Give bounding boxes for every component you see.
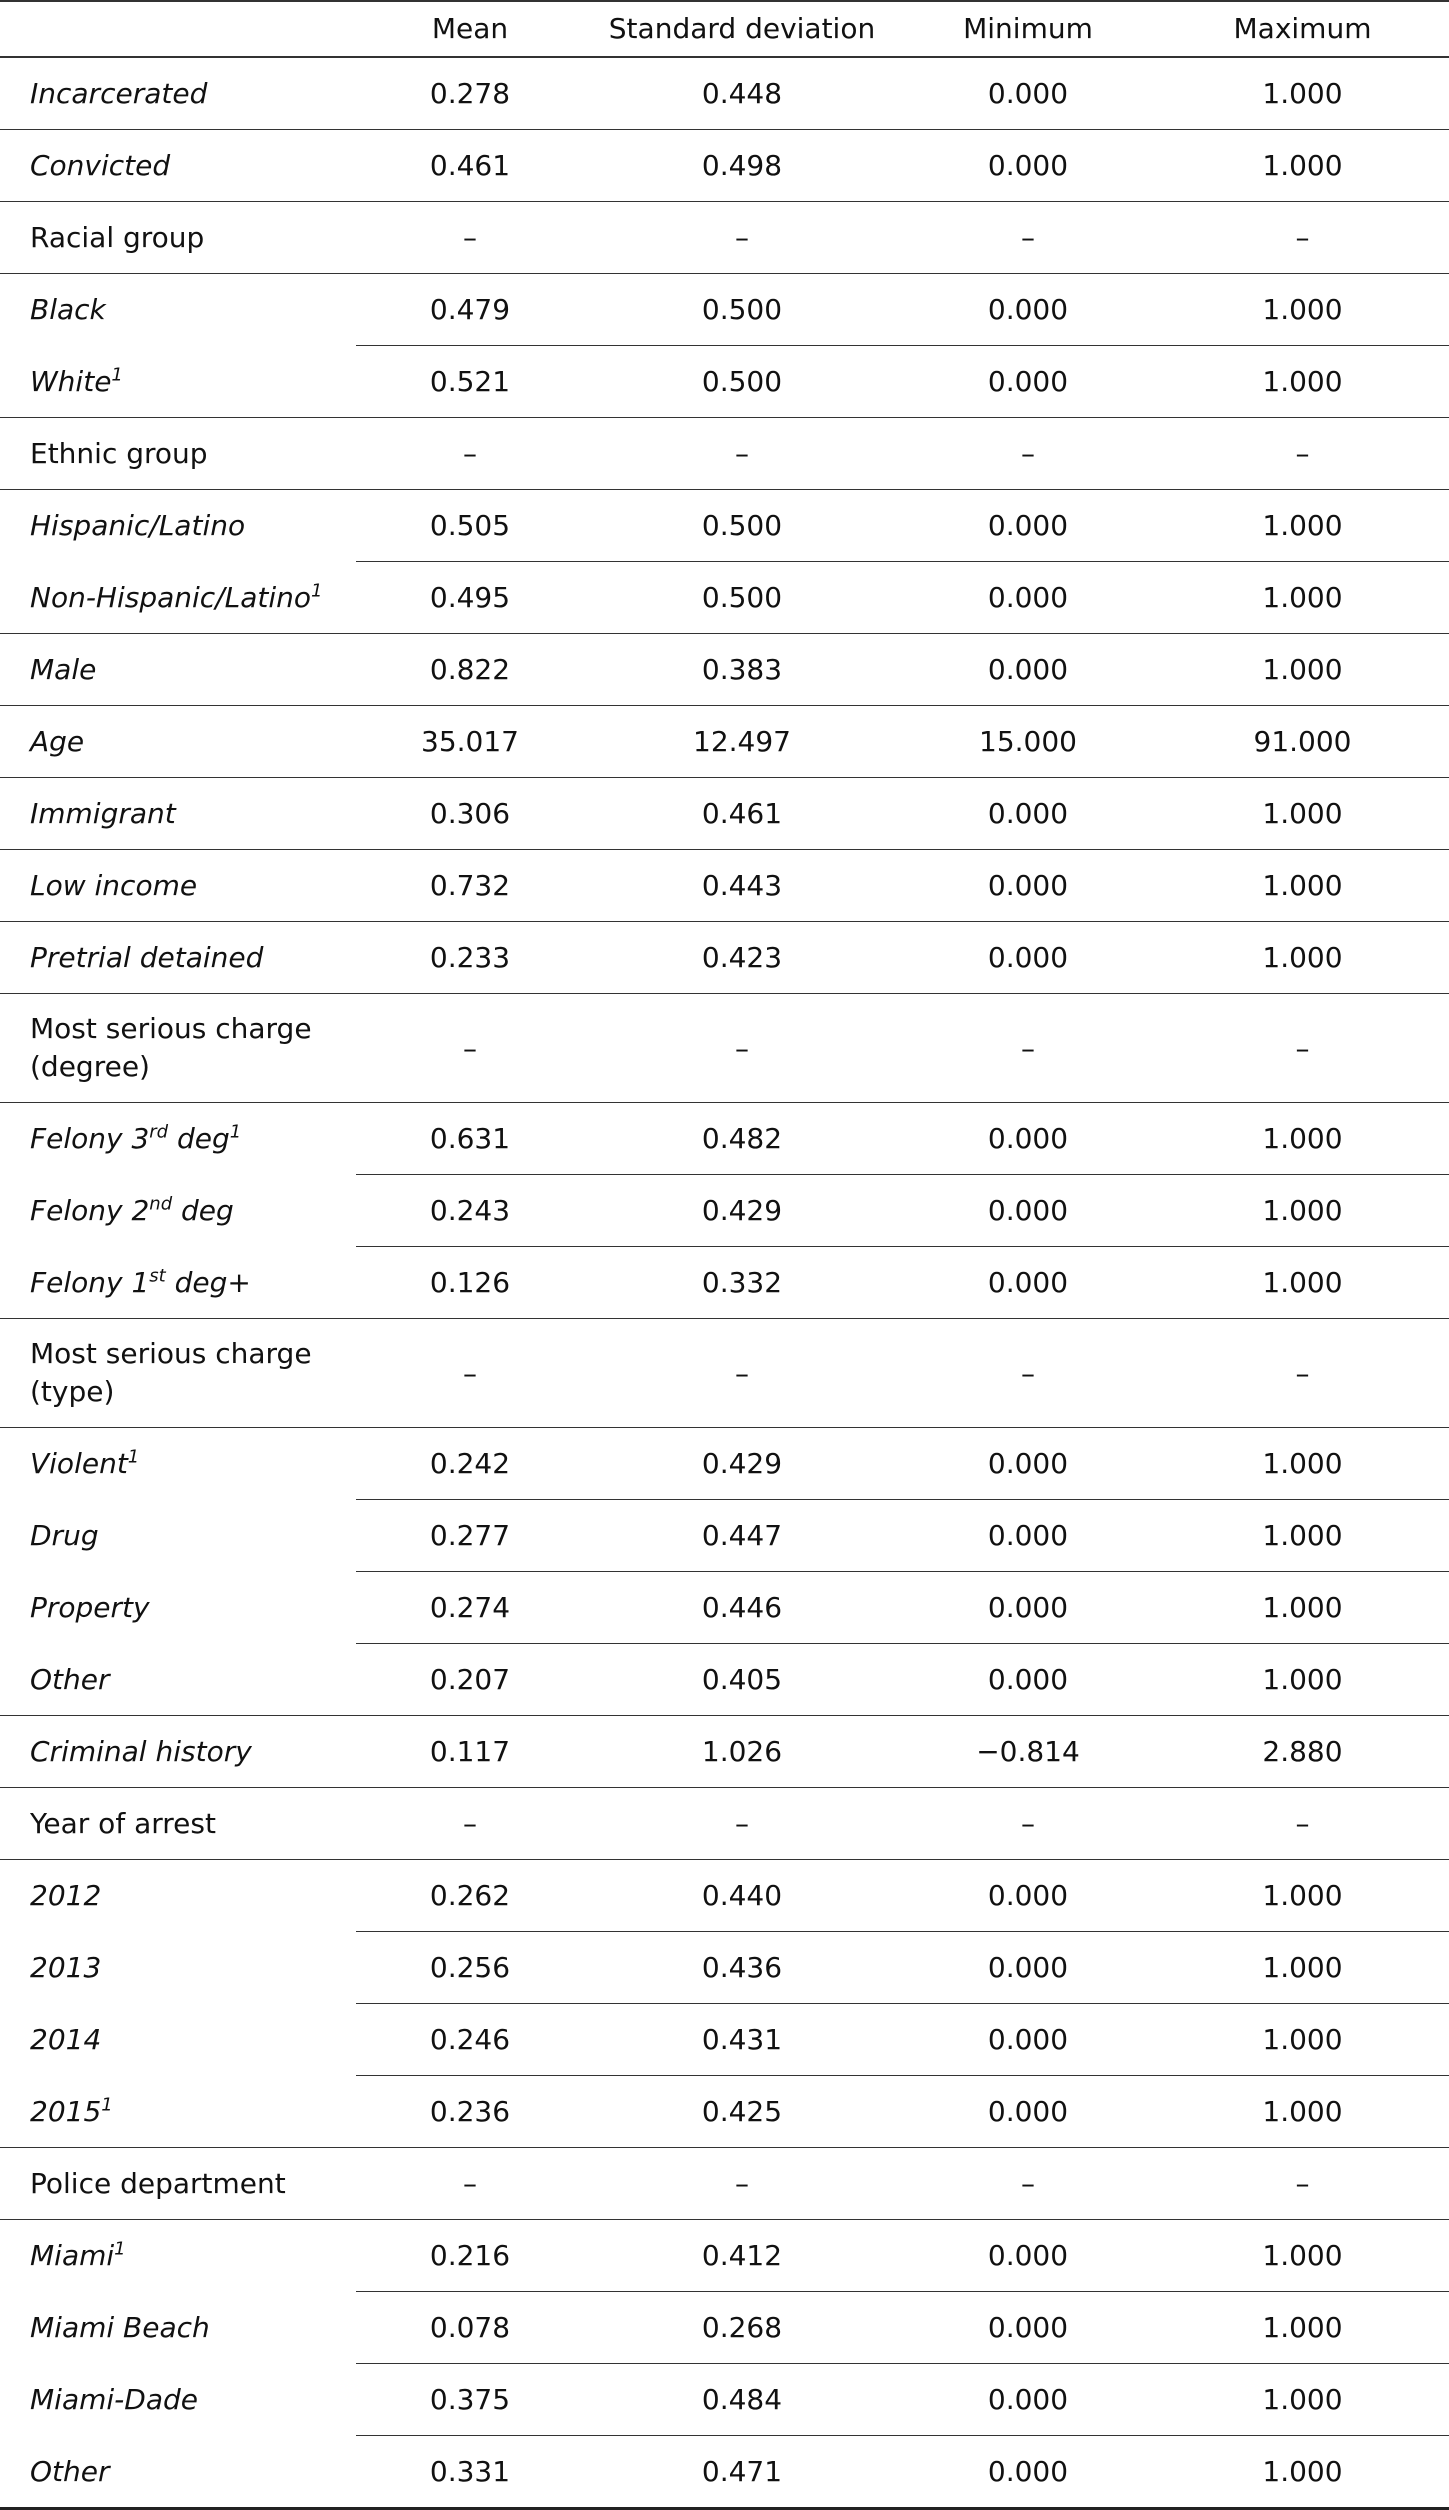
mean-cell: 0.233	[356, 922, 584, 994]
row-label	[0, 1860, 356, 1932]
table-row	[0, 778, 1449, 850]
minimum-cell: 0.000	[900, 562, 1156, 634]
maximum-cell: 1.000	[1156, 1428, 1449, 1500]
minimum-cell: 0.000	[900, 1428, 1156, 1500]
standard-deviation-cell: –	[584, 1788, 900, 1860]
table-row	[0, 1247, 1449, 1319]
standard-deviation-cell: 0.500	[584, 562, 900, 634]
reference-category-marker: 1	[311, 580, 323, 602]
mean-cell: 35.017	[356, 706, 584, 778]
row-label-text: Drug	[30, 1519, 99, 1552]
standard-deviation-cell: 0.436	[584, 1932, 900, 2004]
minimum-cell: 0.000	[900, 2364, 1156, 2436]
minimum-cell: 0.000	[900, 922, 1156, 994]
row-label	[0, 1103, 356, 1175]
table-row	[0, 1572, 1449, 1644]
row-label	[0, 2364, 356, 2436]
minimum-cell: 0.000	[900, 850, 1156, 922]
row-label-text: Ethnic group	[30, 437, 208, 470]
row-label	[0, 1500, 356, 1572]
standard-deviation-cell: 0.447	[584, 1500, 900, 1572]
ordinal-suffix: nd	[149, 1193, 173, 1215]
row-label	[0, 850, 356, 922]
ordinal-suffix: rd	[149, 1121, 169, 1143]
row-label	[0, 2220, 356, 2292]
maximum-cell: 1.000	[1156, 2436, 1449, 2509]
row-label-text: Year of arrest	[30, 1807, 216, 1840]
mean-cell: 0.243	[356, 1175, 584, 1247]
minimum-cell: 0.000	[900, 2004, 1156, 2076]
table-row	[0, 418, 1449, 490]
maximum-cell: –	[1156, 1319, 1449, 1428]
maximum-cell: –	[1156, 202, 1449, 274]
minimum-cell: 0.000	[900, 274, 1156, 346]
row-label	[0, 1175, 356, 1247]
row-label-text: Age	[30, 725, 85, 758]
minimum-cell: 0.000	[900, 1572, 1156, 1644]
mean-cell: 0.732	[356, 850, 584, 922]
row-label-text: Other	[30, 1663, 110, 1696]
table-row	[0, 1644, 1449, 1716]
standard-deviation-cell: –	[584, 2148, 900, 2220]
minimum-cell: 0.000	[900, 130, 1156, 202]
minimum-cell: 0.000	[900, 1247, 1156, 1319]
mean-cell: 0.521	[356, 346, 584, 418]
minimum-cell: –	[900, 1788, 1156, 1860]
row-label-text: Male	[30, 653, 97, 686]
maximum-cell: 1.000	[1156, 634, 1449, 706]
table-row	[0, 706, 1449, 778]
row-label-text: Felony 3	[30, 1122, 150, 1155]
row-label-text: Black	[30, 293, 106, 326]
mean-cell: 0.306	[356, 778, 584, 850]
maximum-cell: 1.000	[1156, 274, 1449, 346]
table-row	[0, 490, 1449, 562]
table-row	[0, 2220, 1449, 2292]
row-label-text: White	[30, 365, 112, 398]
minimum-cell: 0.000	[900, 57, 1156, 130]
maximum-cell: 1.000	[1156, 1932, 1449, 2004]
minimum-cell: 0.000	[900, 1500, 1156, 1572]
table-row	[0, 1716, 1449, 1788]
standard-deviation-cell: –	[584, 994, 900, 1103]
mean-cell: 0.262	[356, 1860, 584, 1932]
mean-cell: 0.505	[356, 490, 584, 562]
reference-category-marker: 1	[127, 1446, 140, 1468]
standard-deviation-cell: 0.429	[584, 1175, 900, 1247]
standard-deviation-cell: 0.429	[584, 1428, 900, 1500]
row-label-text: 2013	[30, 1951, 102, 1984]
table-row	[0, 202, 1449, 274]
maximum-cell: –	[1156, 418, 1449, 490]
standard-deviation-cell: 0.383	[584, 634, 900, 706]
row-label-text: Property	[30, 1591, 150, 1624]
table-row	[0, 1788, 1449, 1860]
standard-deviation-cell: 0.440	[584, 1860, 900, 1932]
minimum-cell: 0.000	[900, 778, 1156, 850]
maximum-cell: 1.000	[1156, 1175, 1449, 1247]
row-label-suffix: deg	[172, 1194, 234, 1227]
row-label	[0, 57, 356, 130]
row-label	[0, 1788, 356, 1860]
minimum-cell: –	[900, 2148, 1156, 2220]
table-row	[0, 274, 1449, 346]
row-label	[0, 1319, 356, 1428]
row-label	[0, 922, 356, 994]
row-label	[0, 418, 356, 490]
table-row	[0, 2148, 1449, 2220]
mean-cell: 0.274	[356, 1572, 584, 1644]
minimum-cell: –	[900, 1319, 1156, 1428]
mean-cell: –	[356, 418, 584, 490]
minimum-cell: 0.000	[900, 346, 1156, 418]
standard-deviation-cell: 1.026	[584, 1716, 900, 1788]
mean-cell: 0.117	[356, 1716, 584, 1788]
minimum-cell: −0.814	[900, 1716, 1156, 1788]
header-row	[0, 0, 1449, 57]
table-row	[0, 2292, 1449, 2364]
minimum-cell: 0.000	[900, 2292, 1156, 2364]
row-label-text: Racial group	[30, 221, 205, 254]
mean-cell: 0.461	[356, 130, 584, 202]
row-label	[0, 346, 356, 418]
mean-cell: 0.631	[356, 1103, 584, 1175]
standard-deviation-cell: 0.500	[584, 490, 900, 562]
standard-deviation-cell: 0.405	[584, 1644, 900, 1716]
table-row	[0, 2076, 1449, 2148]
mean-cell: 0.479	[356, 274, 584, 346]
row-label-text: Most serious charge (type)	[30, 1337, 312, 1408]
row-label-text: Miami	[30, 2239, 115, 2272]
mean-cell: 0.078	[356, 2292, 584, 2364]
standard-deviation-cell: 0.412	[584, 2220, 900, 2292]
row-label	[0, 1428, 356, 1500]
row-label-text: Incarcerated	[30, 77, 208, 110]
row-label-text: Other	[30, 2455, 110, 2488]
maximum-cell: 1.000	[1156, 562, 1449, 634]
standard-deviation-cell: 0.446	[584, 1572, 900, 1644]
mean-cell: 0.242	[356, 1428, 584, 1500]
standard-deviation-cell: 0.268	[584, 2292, 900, 2364]
ordinal-suffix: st	[149, 1265, 166, 1287]
row-label	[0, 778, 356, 850]
standard-deviation-cell: –	[584, 202, 900, 274]
mean-cell: 0.216	[356, 2220, 584, 2292]
mean-cell: 0.207	[356, 1644, 584, 1716]
mean-cell: 0.278	[356, 57, 584, 130]
header-maximum: Maximum	[1156, 0, 1449, 57]
maximum-cell: 1.000	[1156, 2076, 1449, 2148]
table-header	[0, 0, 1449, 57]
row-label-suffix: deg+	[165, 1266, 251, 1299]
mean-cell: 0.236	[356, 2076, 584, 2148]
maximum-cell: 1.000	[1156, 57, 1449, 130]
header-variable	[0, 0, 356, 57]
standard-deviation-cell: 0.443	[584, 850, 900, 922]
table-row	[0, 1103, 1449, 1175]
minimum-cell: 0.000	[900, 2436, 1156, 2509]
mean-cell: 0.331	[356, 2436, 584, 2509]
mean-cell: 0.495	[356, 562, 584, 634]
maximum-cell: 1.000	[1156, 850, 1449, 922]
row-label-text: 2012	[30, 1879, 102, 1912]
row-label	[0, 2148, 356, 2220]
row-label	[0, 202, 356, 274]
row-label-text: Most serious charge (degree)	[30, 1012, 312, 1083]
header-minimum: Minimum	[900, 0, 1156, 57]
table-row	[0, 1319, 1449, 1428]
standard-deviation-cell: –	[584, 418, 900, 490]
maximum-cell: 91.000	[1156, 706, 1449, 778]
table-row	[0, 346, 1449, 418]
maximum-cell: 1.000	[1156, 346, 1449, 418]
standard-deviation-cell: 0.484	[584, 2364, 900, 2436]
minimum-cell: 0.000	[900, 1103, 1156, 1175]
table-row	[0, 562, 1449, 634]
row-label-text: Non-Hispanic/Latino	[30, 581, 312, 614]
minimum-cell: 0.000	[900, 2076, 1156, 2148]
row-label-text: Pretrial detained	[30, 941, 264, 974]
maximum-cell: 1.000	[1156, 1500, 1449, 1572]
table-row	[0, 2004, 1449, 2076]
maximum-cell: 1.000	[1156, 2292, 1449, 2364]
row-label-text: Miami-Dade	[30, 2383, 198, 2416]
maximum-cell: 2.880	[1156, 1716, 1449, 1788]
row-label-suffix: deg	[168, 1122, 230, 1155]
row-label	[0, 706, 356, 778]
row-label	[0, 2292, 356, 2364]
row-label-text: Convicted	[30, 149, 171, 182]
row-label	[0, 1716, 356, 1788]
maximum-cell: 1.000	[1156, 1644, 1449, 1716]
row-label-text: Police department	[30, 2167, 286, 2200]
minimum-cell: –	[900, 418, 1156, 490]
reference-category-marker: 1	[114, 2238, 126, 2260]
table-row	[0, 850, 1449, 922]
row-label	[0, 274, 356, 346]
maximum-cell: 1.000	[1156, 490, 1449, 562]
mean-cell: 0.246	[356, 2004, 584, 2076]
minimum-cell: 15.000	[900, 706, 1156, 778]
maximum-cell: 1.000	[1156, 130, 1449, 202]
maximum-cell: 1.000	[1156, 1247, 1449, 1319]
row-label-text: Felony 2	[30, 1194, 150, 1227]
maximum-cell: 1.000	[1156, 1103, 1449, 1175]
mean-cell: 0.126	[356, 1247, 584, 1319]
standard-deviation-cell: 0.471	[584, 2436, 900, 2509]
table-row	[0, 1932, 1449, 2004]
maximum-cell: –	[1156, 1788, 1449, 1860]
row-label	[0, 130, 356, 202]
mean-cell: –	[356, 202, 584, 274]
maximum-cell: 1.000	[1156, 1860, 1449, 1932]
standard-deviation-cell: 0.332	[584, 1247, 900, 1319]
standard-deviation-cell: 0.461	[584, 778, 900, 850]
row-label-text: 2014	[30, 2023, 102, 2056]
standard-deviation-cell: 0.498	[584, 130, 900, 202]
standard-deviation-cell: 0.431	[584, 2004, 900, 2076]
standard-deviation-cell: 0.500	[584, 274, 900, 346]
mean-cell: 0.375	[356, 2364, 584, 2436]
row-label	[0, 1247, 356, 1319]
maximum-cell: 1.000	[1156, 2364, 1449, 2436]
mean-cell: 0.256	[356, 1932, 584, 2004]
maximum-cell: 1.000	[1156, 922, 1449, 994]
table-body	[0, 57, 1449, 2509]
minimum-cell: 0.000	[900, 2220, 1156, 2292]
row-label-text: Immigrant	[30, 797, 176, 830]
standard-deviation-cell: –	[584, 1319, 900, 1428]
minimum-cell: 0.000	[900, 1175, 1156, 1247]
maximum-cell: 1.000	[1156, 2220, 1449, 2292]
minimum-cell: –	[900, 994, 1156, 1103]
table-row	[0, 2364, 1449, 2436]
mean-cell: –	[356, 2148, 584, 2220]
reference-category-marker: 1	[111, 364, 123, 386]
maximum-cell: 1.000	[1156, 778, 1449, 850]
minimum-cell: 0.000	[900, 1644, 1156, 1716]
maximum-cell: 1.000	[1156, 1572, 1449, 1644]
mean-cell: 0.277	[356, 1500, 584, 1572]
row-label	[0, 2004, 356, 2076]
maximum-cell: –	[1156, 994, 1449, 1103]
standard-deviation-cell: 0.425	[584, 2076, 900, 2148]
standard-deviation-cell: 0.423	[584, 922, 900, 994]
row-label	[0, 562, 356, 634]
table-row	[0, 130, 1449, 202]
minimum-cell: 0.000	[900, 634, 1156, 706]
row-label-text: Hispanic/Latino	[30, 509, 246, 542]
standard-deviation-cell: 0.482	[584, 1103, 900, 1175]
minimum-cell: 0.000	[900, 1932, 1156, 2004]
row-label	[0, 490, 356, 562]
maximum-cell: –	[1156, 2148, 1449, 2220]
table-row	[0, 994, 1449, 1103]
mean-cell: –	[356, 1788, 584, 1860]
row-label	[0, 994, 356, 1103]
maximum-cell: 1.000	[1156, 2004, 1449, 2076]
row-label	[0, 2436, 356, 2509]
reference-category-marker: 1	[229, 1121, 242, 1143]
standard-deviation-cell: 0.448	[584, 57, 900, 130]
row-label	[0, 1572, 356, 1644]
table-row	[0, 1428, 1449, 1500]
row-label-text: Miami Beach	[30, 2311, 210, 2344]
mean-cell: –	[356, 1319, 584, 1428]
row-label	[0, 2076, 356, 2148]
minimum-cell: –	[900, 202, 1156, 274]
row-label-text: 2015	[30, 2095, 102, 2128]
row-label-text: Felony 1	[30, 1266, 150, 1299]
table-row	[0, 2436, 1449, 2509]
table-row	[0, 57, 1449, 130]
row-label-text: Low income	[30, 869, 198, 902]
mean-cell: –	[356, 994, 584, 1103]
row-label	[0, 634, 356, 706]
header-mean: Mean	[356, 0, 584, 57]
row-label-text: Violent	[30, 1447, 128, 1480]
table-row	[0, 1500, 1449, 1572]
minimum-cell: 0.000	[900, 1860, 1156, 1932]
row-label	[0, 1644, 356, 1716]
table-row	[0, 922, 1449, 994]
row-label	[0, 1932, 356, 2004]
mean-cell: 0.822	[356, 634, 584, 706]
standard-deviation-cell: 12.497	[584, 706, 900, 778]
table-row	[0, 1860, 1449, 1932]
reference-category-marker: 1	[101, 2094, 113, 2116]
header-standard-deviation: Standard deviation	[584, 0, 900, 57]
standard-deviation-cell: 0.500	[584, 346, 900, 418]
table-row	[0, 1175, 1449, 1247]
table-row	[0, 634, 1449, 706]
minimum-cell: 0.000	[900, 490, 1156, 562]
row-label-text: Criminal history	[30, 1735, 252, 1768]
